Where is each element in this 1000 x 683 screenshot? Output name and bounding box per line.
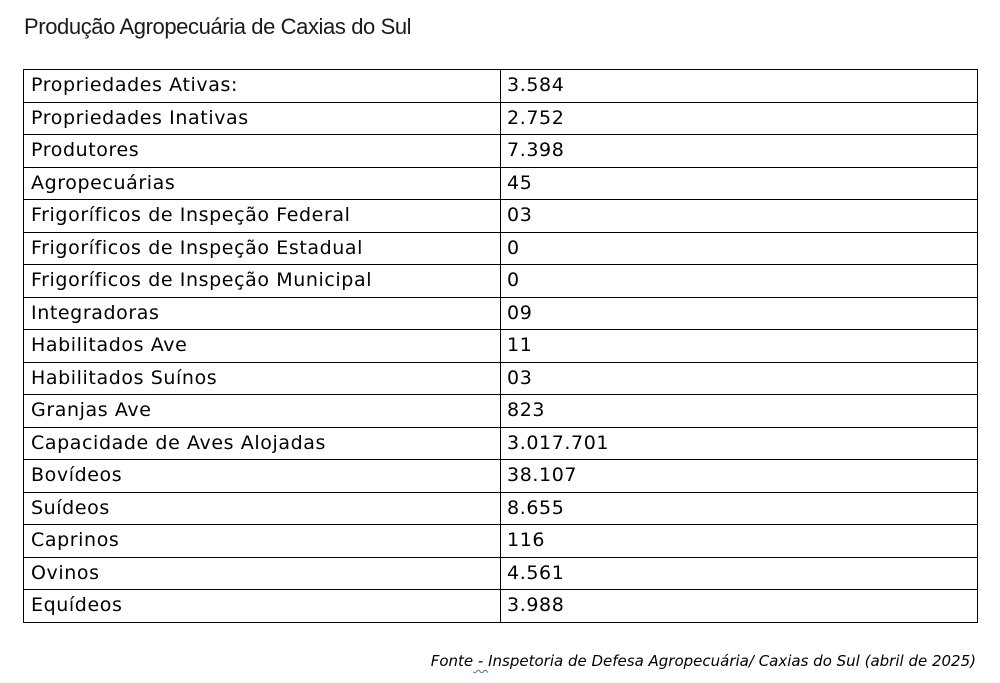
row-label: Propriedades Ativas:	[24, 70, 501, 103]
row-value: 4.561	[501, 557, 978, 590]
table-row	[24, 135, 978, 168]
table-row	[24, 102, 978, 135]
row-value: 7.398	[501, 135, 978, 168]
row-label: Granjas Ave	[24, 395, 501, 428]
table-row	[24, 427, 978, 460]
row-label: Frigoríficos de Inspeção Municipal	[24, 265, 501, 298]
table-row	[24, 70, 978, 103]
page-title: Produção Agropecuária de Caxias do Sul	[24, 14, 412, 39]
row-value: 09	[501, 297, 978, 330]
source-note	[431, 652, 976, 670]
row-value: 3.017.701	[501, 427, 978, 460]
source-dash: -	[473, 652, 489, 670]
row-value: 116	[501, 525, 978, 558]
row-value: 8.655	[501, 492, 978, 525]
row-value: 0	[501, 265, 978, 298]
row-label: Bovídeos	[24, 460, 501, 493]
table-row	[24, 362, 978, 395]
table-row	[24, 557, 978, 590]
table-row	[24, 330, 978, 363]
table-row	[24, 265, 978, 298]
row-label: Capacidade de Aves Alojadas	[24, 427, 501, 460]
source-prefix: Fonte	[430, 652, 474, 670]
table-row	[24, 232, 978, 265]
row-value: 38.107	[501, 460, 978, 493]
row-label: Agropecuárias	[24, 167, 501, 200]
data-table	[23, 69, 978, 623]
row-label: Integradoras	[24, 297, 501, 330]
row-value: 45	[501, 167, 978, 200]
table-row	[24, 297, 978, 330]
table-row	[24, 525, 978, 558]
row-value: 3.584	[501, 70, 978, 103]
table-body	[24, 70, 978, 623]
row-value: 0	[501, 232, 978, 265]
table-row	[24, 492, 978, 525]
row-label: Caprinos	[24, 525, 501, 558]
row-label: Suídeos	[24, 492, 501, 525]
row-value: 823	[501, 395, 978, 428]
row-value: 03	[501, 362, 978, 395]
row-label: Habilitados Suínos	[24, 362, 501, 395]
row-label: Ovinos	[24, 557, 501, 590]
row-label: Produtores	[24, 135, 501, 168]
row-label: Propriedades Inativas	[24, 102, 501, 135]
table-row	[24, 460, 978, 493]
row-value: 03	[501, 200, 978, 233]
source-text: Inspetoria de Defesa Agropecuária/ Caxias do Sul (abril de 2025)	[488, 652, 976, 670]
row-label: Frigoríficos de Inspeção Estadual	[24, 232, 501, 265]
row-value: 2.752	[501, 102, 978, 135]
row-value: 3.988	[501, 590, 978, 623]
table-row	[24, 167, 978, 200]
table-row	[24, 590, 978, 623]
table-row	[24, 395, 978, 428]
row-label: Habilitados Ave	[24, 330, 501, 363]
row-label: Frigoríficos de Inspeção Federal	[24, 200, 501, 233]
table-row	[24, 200, 978, 233]
row-value: 11	[501, 330, 978, 363]
row-label: Equídeos	[24, 590, 501, 623]
